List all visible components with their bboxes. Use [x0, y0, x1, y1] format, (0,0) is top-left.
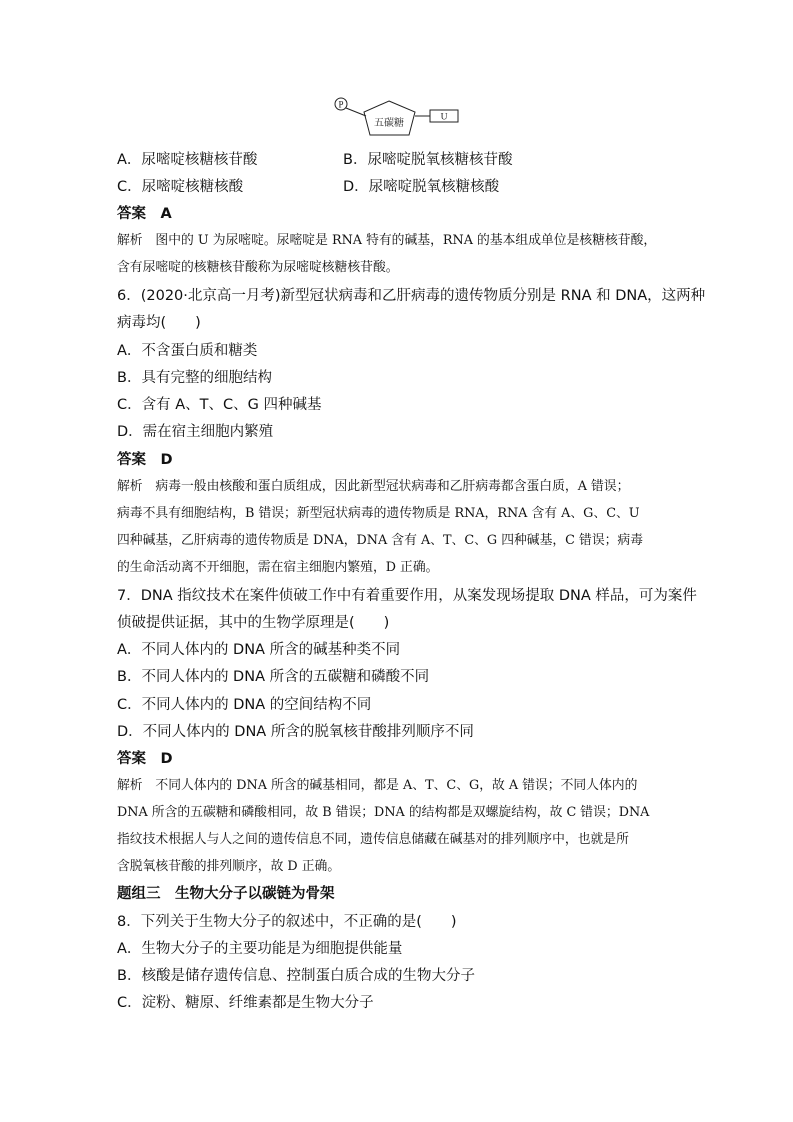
- q6-explanation-line: 解析 病毒一般由核酸和蛋白质组成，因此新型冠状病毒和乙肝病毒都含蛋白质，A 错误；: [117, 479, 630, 494]
- q5-option-b: B．尿嘧啶脱氧核糖核苷酸: [343, 152, 513, 168]
- q5-answer: 答案 A: [117, 206, 172, 222]
- group3-title: 题组三 生物大分子以碳链为骨架: [117, 886, 335, 902]
- q6-stem-line: 6．(2020·北京高一月考)新型冠状病毒和乙肝病毒的遗传物质分别是 RNA 和 DNA，这两种: [117, 288, 706, 304]
- sugar-label: 五碳糖: [374, 118, 404, 129]
- q7-explanation-line: 指纹技术根据人与人之间的遗传信息不同，遗传信息储藏在碱基对的排列顺序中，也就是所: [117, 832, 629, 847]
- q7-option-b: B．不同人体内的 DNA 所含的五碳糖和磷酸不同: [117, 669, 430, 685]
- q6-explanation-line: 的生命活动离不开细胞，需在宿主细胞内繁殖，D 正确。: [117, 560, 439, 575]
- q7-option-c: C．不同人体内的 DNA 的空间结构不同: [117, 697, 372, 713]
- q6-option-a: A．不含蛋白质和糖类: [117, 343, 258, 359]
- q6-answer: 答案 D: [117, 452, 173, 468]
- q7-explanation-line: DNA 所含的五碳糖和磷酸相同，故 B 错误；DNA 的结构都是双螺旋结构，故 C 错误；DNA: [117, 805, 650, 820]
- q8-option-c: C．淀粉、糖原、纤维素都是生物大分子: [117, 995, 374, 1011]
- q6-option-b: B．具有完整的细胞结构: [117, 370, 272, 386]
- base-label: U: [440, 112, 448, 123]
- q8-option-b: B．核酸是储存遗传信息、控制蛋白质合成的生物大分子: [117, 968, 475, 984]
- nucleotide-diagram: [330, 95, 465, 140]
- q7-option-d: D．不同人体内的 DNA 所含的脱氧核苷酸排列顺序不同: [117, 724, 474, 740]
- q5-option-a: A．尿嘧啶核糖核苷酸: [117, 152, 258, 168]
- q5-option-d: D．尿嘧啶脱氧核糖核酸: [343, 179, 500, 195]
- q5-explanation-line: 含有尿嘧啶的核糖核苷酸称为尿嘧啶核糖核苷酸。: [117, 260, 399, 275]
- q7-stem-line: 7．DNA 指纹技术在案件侦破工作中有着重要作用，从案发现场提取 DNA 样品，可为案件: [117, 588, 697, 604]
- q6-explanation-line: 病毒不具有细胞结构，B 错误；新型冠状病毒的遗传物质是 RNA，RNA 含有 A、G、C、U: [117, 506, 640, 521]
- phosphate-label: P: [338, 99, 344, 110]
- q7-answer: 答案 D: [117, 751, 173, 767]
- q8-option-a: A．生物大分子的主要功能是为细胞提供能量: [117, 941, 403, 957]
- q5-option-c: C．尿嘧啶核糖核酸: [117, 179, 244, 195]
- q5-explanation-line: 解析 图中的 U 为尿嘧啶。尿嘧啶是 RNA 特有的碱基，RNA 的基本组成单位是核糖核苷酸，: [117, 233, 657, 248]
- q6-explanation-line: 四种碱基，乙肝病毒的遗传物质是 DNA，DNA 含有 A、T、C、G 四种碱基，C 错误；病毒: [117, 533, 644, 548]
- q6-option-c: C．含有 A、T、C、G 四种碱基: [117, 397, 322, 413]
- phosphate-bond: [346, 108, 366, 116]
- q6-stem-line: 病毒均( ): [117, 315, 201, 331]
- q7-option-a: A．不同人体内的 DNA 所含的碱基种类不同: [117, 642, 401, 658]
- q7-explanation-line: 解析 不同人体内的 DNA 所含的碱基相同，都是 A、T、C、G，故 A 错误；不同人体内的: [117, 778, 638, 793]
- q6-option-d: D．需在宿主细胞内繁殖: [117, 424, 274, 440]
- q8-stem: 8．下列关于生物大分子的叙述中，不正确的是( ): [117, 914, 457, 930]
- q7-explanation-line: 含脱氧核苷酸的排列顺序，故 D 正确。: [117, 859, 341, 874]
- q7-stem-line: 侦破提供证据，其中的生物学原理是( ): [117, 615, 390, 631]
